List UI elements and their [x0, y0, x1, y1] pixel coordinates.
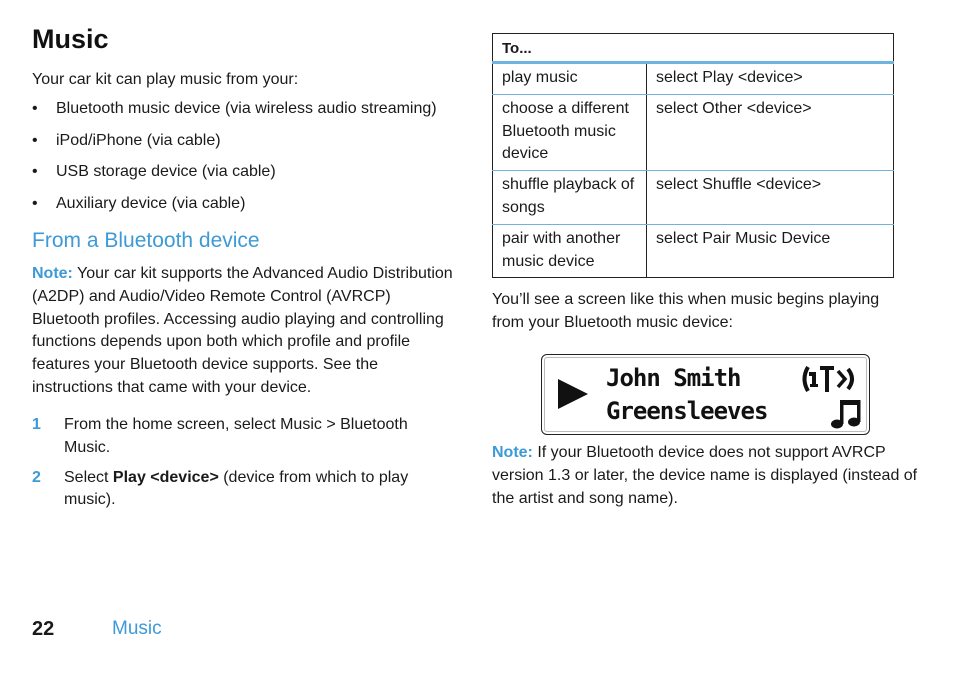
table-cell-to: pair with another music device [493, 224, 647, 278]
page-number: 22 [32, 618, 55, 640]
step-item [32, 414, 432, 460]
table-cell-action: select Shuffle <device> [647, 171, 894, 225]
lcd-song: Greensleeves [606, 397, 768, 425]
note-label: Note: [32, 265, 73, 282]
footer-section-name: Music [112, 618, 162, 639]
source-list [32, 96, 437, 222]
table-row [493, 94, 894, 170]
table-cell-action: select Pair Music Device [647, 224, 894, 278]
lcd-display [541, 354, 870, 435]
table-cell-to: shuffle playback of songs [493, 171, 647, 225]
table-header-row [493, 34, 894, 63]
avrcp-note [492, 442, 922, 510]
list-item: • Bluetooth music device (via wireless audio streaming) [32, 96, 437, 128]
step-command: Play <device> [112, 468, 219, 486]
list-item: • iPod/iPhone (via cable) [32, 128, 437, 160]
profile-note [32, 263, 457, 400]
table-cell-action: select Other <device> [647, 94, 894, 170]
step-text [64, 467, 432, 513]
step-number: 2 [32, 468, 41, 486]
bluetooth-connected-icon [798, 363, 864, 400]
page-title: Music [32, 24, 109, 54]
play-icon [556, 377, 590, 416]
table-header: To... [493, 34, 894, 63]
section-heading: From a Bluetooth device [32, 229, 260, 252]
table-row [493, 171, 894, 225]
list-item: • Auxiliary device (via cable) [32, 191, 437, 223]
step-item [32, 467, 432, 513]
step-text-pre: Select [64, 468, 113, 486]
screen-intro-text: You’ll see a screen like this when music begins playing from your Bluetooth music device: [492, 291, 880, 331]
table-cell-action: select Play <device> [647, 63, 894, 95]
action-table [492, 33, 894, 278]
music-note-icon [830, 397, 864, 436]
step-number: 1 [32, 416, 41, 433]
intro-text: Your car kit can play music from your: [32, 71, 299, 88]
step-text: From the home screen, select Music > Bluetooth Music. [64, 416, 408, 456]
note-text: If your Bluetooth device does not support AVRCP version 1.3 or later, the device name is displayed (instead of the artist and song name). [492, 444, 918, 507]
lcd-artist: John Smith [606, 364, 741, 392]
table-row [493, 224, 894, 278]
action-table-wrap [492, 33, 894, 278]
table-row [493, 63, 894, 95]
note-text: Your car kit supports the Advanced Audio Distribution (A2DP) and Audio/Video Remote Control (AVRCP) Bluetooth profiles. Accessing audio playing and controlling functions depends upon both which profile and profile features your Bluetooth device supports. See the instructions that came with your device. [32, 265, 453, 396]
step-list [32, 414, 432, 519]
step-text-post: (device from which to play music). [64, 468, 409, 509]
table-cell-to: play music [493, 63, 647, 95]
table-cell-to: choose a different Bluetooth music device [493, 94, 647, 170]
note-label: Note: [492, 444, 533, 461]
list-item: • USB storage device (via cable) [32, 159, 437, 191]
